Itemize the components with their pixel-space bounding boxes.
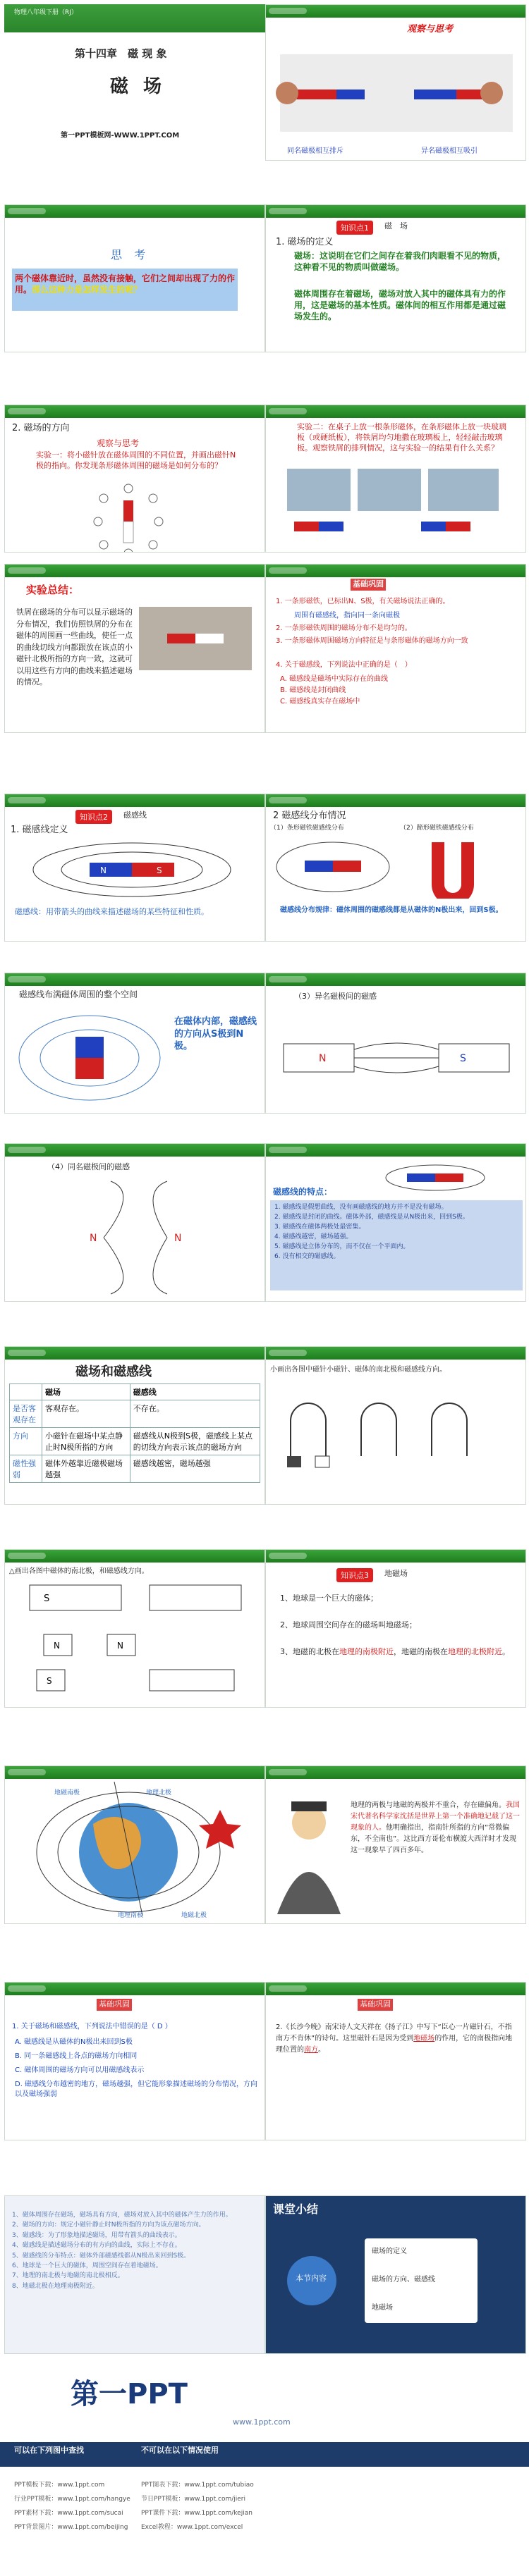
- slide-header: [5, 1983, 264, 1995]
- knowledge-badge: 知识点1: [336, 221, 373, 235]
- l3e: 。: [502, 1647, 510, 1656]
- slide-field-lines-def: [4, 794, 265, 942]
- bar-magnet-field-diagram: [26, 838, 238, 901]
- slide-header: [5, 1766, 264, 1779]
- opposite-poles-diagram: [276, 1016, 516, 1100]
- q1: 1. 一条形磁铁，已标出N、S极，有关磁场说法正确的。: [276, 598, 450, 605]
- q3: 3. 一条形磁体周围磁场方向特征是与条形磁体的磁场方向一致: [276, 637, 468, 645]
- slide-header: [5, 205, 264, 218]
- svg-text:N: N: [90, 1233, 97, 1244]
- slide-header: [266, 1347, 525, 1360]
- node-3: 地磁场: [372, 2304, 393, 2312]
- slide-header: [266, 794, 525, 807]
- caption-repel: 同名磁极相互排斥: [287, 147, 343, 155]
- feature-item: 3. 磁感线在磁体两极处最密集。: [274, 1223, 365, 1231]
- think-text: [15, 273, 238, 295]
- summary-title: 实验总结：: [26, 584, 80, 596]
- features-heading: 磁感线的特点：: [273, 1187, 333, 1197]
- ad-f3[interactable]: PPT模板下载：www.1ppt.com: [14, 2482, 105, 2489]
- table-cell: [10, 1384, 42, 1400]
- q3: 。: [318, 2046, 325, 2054]
- ad-f2: 不可以在以下情况使用: [141, 2446, 219, 2455]
- table-cell: 小磁针在磁场中某点静止时N极所指的方向: [42, 1428, 130, 1455]
- summary-center: 本节内容: [296, 2274, 327, 2283]
- slide-header: [5, 1550, 264, 1563]
- recap-item: 7、地理的南北极与地磁的南北极相反。: [12, 2272, 124, 2280]
- table-cell: 方向: [10, 1428, 42, 1455]
- slide-exercise-3: [265, 1982, 526, 2140]
- knowledge-badge: 知识点3: [336, 1568, 373, 1582]
- table-cell: 磁体外越靠近磁极磁场越强: [42, 1455, 130, 1483]
- inside-rule: 在磁体内部，磁感线的方向从S极到N极。: [174, 1016, 257, 1052]
- table-row: [10, 1400, 260, 1428]
- slide-header: [5, 1144, 264, 1157]
- q: 2.《长沙今晚》南宋诗人文天祥在《扬子江》中写下“臣心一片磁针石，不指南方不肯休”的诗句。这里磁针石是因为受到: [276, 2023, 512, 2042]
- slide-header: [5, 405, 264, 418]
- slide-header: [5, 973, 264, 986]
- svg-text:N: N: [100, 865, 107, 875]
- node-1: 磁场的定义: [372, 2248, 407, 2255]
- geo-label-1: 地磁南极: [54, 1789, 80, 1797]
- exercise-badge: [351, 579, 387, 591]
- definition-text: 磁场：这说明在它们之间存在着我们肉眼看不见的物质，这种看不见的物质叫做磁场。: [294, 251, 506, 273]
- ad-f1: 可以在下列图中查找: [14, 2446, 84, 2455]
- distribution-rule: 磁感线分布规律：磁体周围的磁感线都是从磁体的N极出来，回到S极。: [280, 906, 503, 914]
- magnet-hands-illustration: [266, 40, 526, 139]
- slide-exercise-2: [4, 1982, 265, 2140]
- slide-compare-table: [4, 1346, 265, 1505]
- scholar-portrait: [270, 1794, 348, 1914]
- table-cell: 是否客观存在: [10, 1400, 42, 1428]
- slide-header: [266, 205, 525, 218]
- slide-header: [5, 794, 264, 807]
- think-title: 思 考: [111, 248, 150, 261]
- q4c: C. 磁感线真实存在磁场中: [280, 698, 360, 705]
- feature-item: 2. 磁感线是封闭的曲线。磁体外部，磁感线是从N极出来，回到S极。: [274, 1213, 469, 1221]
- p1: 地理的两极与地磁的两极并不重合，存在磁偏角。: [351, 1801, 506, 1809]
- field-line-definition: 磁感线：用带箭头的曲线来描述磁场的某些特征和性质。: [15, 907, 209, 916]
- slide-header: [266, 405, 525, 418]
- experiment-one: 实验一：将小磁针放在磁体周围的不同位置，并画出磁针N极的指向。你发现条形磁体周围的磁场是如何分布的？: [36, 450, 236, 470]
- summary-heading: 课堂小结: [273, 2202, 319, 2216]
- declination-text: [351, 1800, 520, 1856]
- slide-field-distribution: [265, 794, 526, 942]
- svg-text:N: N: [117, 1641, 123, 1651]
- badge-char: 基础巩固: [97, 1999, 132, 2011]
- ad-logo[interactable]: 第一PPT: [71, 2378, 188, 2410]
- distribution-diagrams: [269, 835, 523, 899]
- like-poles-diagram: [68, 1178, 209, 1298]
- recap-item: 3、磁感线：为了形象地描述磁场，用带有箭头的曲线表示。: [12, 2231, 181, 2239]
- slide-header: [266, 5, 525, 18]
- feature-item: 6. 没有相交的磁感线。: [274, 1252, 340, 1260]
- slide-like-poles: [4, 1143, 265, 1302]
- l3d: 地理的北极附近: [448, 1647, 502, 1656]
- qd: D. 磁感线分布越密的地方，磁场越强，但它能形象描述磁场的分布情况，方向以及磁场强弱: [15, 2081, 258, 2098]
- slide-header: [5, 1347, 264, 1360]
- section-heading: （4）同名磁极间的磁感: [47, 1162, 130, 1171]
- slide-header: [266, 1766, 525, 1779]
- earth-globe-diagram: [8, 1782, 262, 1916]
- recap-item: 6、地球是一个巨大的磁体，周围空间存在着地磁场。: [12, 2262, 162, 2269]
- exercise-badge: [97, 1998, 133, 2011]
- q2: 的作用，它的南极指向地理位置的: [276, 2035, 513, 2054]
- summary-text: 铁屑在磁场的分布可以显示磁场的分布情况，我们仿照铁屑的分布在磁体的周围画一些曲线，使任一点的曲线切线方向都跟放在该点的小磁针北极所指的方向一致，这就可以用这些有方向的曲线来描述磁场的情况。: [16, 608, 133, 686]
- page-title: 磁 场: [110, 76, 166, 97]
- q4b: B. 磁感线是封闭曲线: [280, 686, 346, 694]
- slide-earth-diagram: [4, 1765, 265, 1924]
- filings-photos: [280, 469, 513, 546]
- slide-features: [265, 1143, 526, 1302]
- think-text-a: 两个磁体靠近时，虽然没有接触，它们之间却出现了力的作用。: [15, 273, 236, 295]
- recap-item: 2、磁场的方向：规定小磁针静止时N极所指的方向为该点磁场方向。: [12, 2221, 205, 2229]
- ad-f9[interactable]: PPT课件下载：www.1ppt.com/kejian: [141, 2510, 253, 2517]
- slide-think: [4, 204, 265, 352]
- p3: 他明确指出，指南针所指的方向“常微偏东，不全南也”。这比西方哥伦布横渡大西洋时才发现这一现象早了四百多年。: [351, 1824, 517, 1854]
- recap-item: 1、磁体周围存在磁场，磁场具有方向，磁场对放入其中的磁体产生力的作用。: [12, 2212, 232, 2219]
- think-text-b: 那么这种力是怎样发生的呢？: [32, 285, 142, 295]
- recap-list: [12, 2210, 259, 2291]
- recap-item: 8、地磁北极在地理南极附近。: [12, 2282, 99, 2290]
- 3d-field-illustration: [12, 1002, 167, 1114]
- slide-draw-2: [4, 1549, 265, 1708]
- l3b: 地理的南极附近: [339, 1647, 394, 1656]
- q4a: A. 磁感线是磁场中实际存在的曲线: [280, 675, 389, 683]
- slide-iron-filings: [265, 405, 526, 553]
- task-text: 小画出各图中磁针小磁针、磁体的南北极和磁感线方向。: [270, 1366, 446, 1374]
- table-cell: 磁感线: [130, 1384, 260, 1400]
- caption-horseshoe: （2）蹄形磁铁磁感线分布: [400, 825, 474, 832]
- compass-ring-diagram: [90, 483, 167, 553]
- feature-item: 5. 磁感线是立体分布的，而不仅在一个平面内。: [274, 1243, 410, 1250]
- footer-ad: [0, 2375, 529, 2576]
- q2: 2. 一条形磁铁周围的磁场分布不是均匀的。: [276, 624, 412, 632]
- section-heading: 1. 磁场的定义: [276, 237, 334, 247]
- section-heading: （3）异名磁极间的磁感: [294, 992, 377, 1001]
- observe-subtitle: 观察与思考: [97, 438, 140, 448]
- l3a: 3、地磁的北极在: [280, 1647, 339, 1656]
- ad-f6[interactable]: PPT背景图片：www.1ppt.com/beijing: [14, 2524, 128, 2531]
- observe-title: 观察与思考: [407, 24, 454, 35]
- table-title: 磁场和磁感线: [75, 1364, 152, 1379]
- q: 1. 关于磁场和磁感线，下列说法中错误的是（ D ）: [12, 2023, 172, 2030]
- badge-tail: 地磁场: [384, 1569, 408, 1578]
- svg-text:N: N: [174, 1233, 182, 1244]
- earth-point-2: 2、地球周围空间存在的磁场叫地磁场；: [280, 1620, 417, 1629]
- ad-f7[interactable]: PPT图表下载：www.1ppt.com/tubiao: [141, 2482, 254, 2489]
- filings-photo: [139, 607, 259, 677]
- slide-field-definition: [265, 204, 526, 352]
- svg-text:S: S: [157, 865, 162, 875]
- table-cell: 磁场: [42, 1384, 130, 1400]
- property-text: 磁体周围存在着磁场，磁场对放入其中的磁体具有力的作用，这是磁场的基本性质。磁体间的相互作用都是通过磁场发生的。: [294, 289, 506, 322]
- node-2: 磁场的方向、磁感线: [372, 2276, 435, 2284]
- site-text: 第一PPT模板网-WWW.1PPT.COM: [61, 132, 180, 140]
- exercise-badge: [358, 1998, 394, 2011]
- table-cell: 磁感线越密，磁场越强: [130, 1455, 260, 1483]
- geo-label-3: 地理南极: [118, 1912, 144, 1919]
- experiment-two: 实验二：在桌子上放一根条形磁体，在条形磁体上放一块玻璃板（或硬纸板），将铁屑均匀地撒在玻璃板上，轻轻敲击玻璃板。观察铁屑的排列情况，这与实验一的结果有什么关系？: [297, 422, 506, 452]
- section-heading: 磁感线布满磁体周围的整个空间: [19, 990, 138, 999]
- slide-header: [5, 565, 264, 577]
- table-cell: 不存在。: [130, 1400, 260, 1428]
- feature-item: 1. 磁感线是假想曲线，没有画磁感线的地方并不是没有磁场。: [274, 1204, 448, 1211]
- slide-field-direction: [4, 405, 265, 553]
- recap-item: 5、磁感线的分布特点：磁体外部磁感线都从N极出来回到S极。: [12, 2252, 190, 2260]
- slide-earth-field: [265, 1549, 526, 1708]
- course-tag: 物理八年级下册（RJ）: [14, 9, 78, 16]
- slide-header: [266, 973, 525, 986]
- task-text: △画出各图中磁体的南北极，和磁感线方向。: [9, 1567, 149, 1575]
- l3c: ，地磁的南极在: [394, 1647, 448, 1656]
- chapter-title: 第十四章 磁 现 象: [75, 47, 167, 60]
- ad-f4[interactable]: 行业PPT模板：www.1ppt.com/hangye: [14, 2496, 130, 2503]
- table-row: [10, 1428, 260, 1455]
- slide-class-summary: [265, 2195, 526, 2354]
- svg-text:N: N: [54, 1641, 60, 1651]
- ad-f5[interactable]: PPT素材下载：www.1ppt.com/sucai: [14, 2510, 123, 2517]
- svg-text:N: N: [319, 1053, 327, 1064]
- table-cell: 磁感线从N极到S极，磁感线上某点的切线方向表示该点的磁场方向: [130, 1428, 260, 1455]
- p2: 我国宋代著名科学家沈括是世界上第一个准确地记载了这一现象的人。: [351, 1801, 520, 1832]
- badge-char: 基础巩固: [351, 579, 386, 591]
- qa: A. 磁感线是从磁体的N极出来回到S极: [15, 2038, 133, 2046]
- slide-header: [266, 1550, 525, 1563]
- pole-exercise-diagrams: [8, 1578, 262, 1705]
- slide-shen-kuo: [265, 1765, 526, 1924]
- section-heading: 2 磁感线分布情况: [273, 811, 346, 821]
- table-row: [10, 1455, 260, 1483]
- slide-opposite-poles: [265, 973, 526, 1114]
- qc: C. 磁体周围的磁场方向可以用磁感线表示: [15, 2066, 145, 2074]
- slide-header: [266, 565, 525, 577]
- poem-question: [276, 2022, 516, 2056]
- bar-magnet-small: [372, 1159, 513, 1195]
- slide-draw-1: [265, 1346, 526, 1505]
- slide-observe: [265, 4, 526, 161]
- caption-bar: （1）条形磁铁磁感线分布: [270, 825, 344, 832]
- caption-attract: 异名磁极相互吸引: [421, 147, 478, 155]
- qb: B. 同一条磁感线上各点的磁场方向相同: [15, 2052, 138, 2060]
- badge-char: 基础巩固: [358, 1999, 393, 2011]
- geo-label-4: 地磁北极: [181, 1912, 207, 1919]
- svg-text:S: S: [460, 1053, 466, 1064]
- slide-summary: [4, 564, 265, 733]
- slide-exercise-1: [265, 564, 526, 733]
- recap-item: 4、磁感线是描述磁场分布的有方向的曲线，实际上不存在。: [12, 2242, 181, 2250]
- earth-point-1: 1、地球是一个巨大的磁体；: [280, 1594, 378, 1603]
- horseshoe-exercise-diagrams: [269, 1386, 523, 1491]
- ad-f10[interactable]: Excel教程：www.1ppt.com/excel: [141, 2524, 243, 2531]
- geo-label-2: 地理北极: [146, 1789, 172, 1797]
- q1a: 周围有磁感线，指向同一条向磁极: [294, 612, 400, 620]
- badge-tail: 磁 场: [384, 221, 408, 230]
- slide-header: [266, 1983, 525, 1995]
- ad-f8[interactable]: 节日PPT模板：www.1ppt.com/jieri: [141, 2496, 246, 2503]
- badge-tail: 磁感线: [123, 811, 147, 820]
- blank-1: 地磁场: [413, 2035, 435, 2042]
- earth-point-3: [280, 1647, 520, 1658]
- table-row: [10, 1384, 260, 1400]
- blank-2: 南方: [304, 2046, 318, 2054]
- slide-recap-list: [4, 2195, 265, 2354]
- table-cell: 磁性强弱: [10, 1455, 42, 1483]
- section-heading: 2. 磁场的方向: [12, 423, 70, 433]
- features-list: [274, 1203, 521, 1262]
- table-cell: 客观存在。: [42, 1400, 130, 1428]
- knowledge-badge: 知识点2: [75, 810, 112, 824]
- svg-text:S: S: [44, 1594, 50, 1604]
- section-heading: 1. 磁感线定义: [11, 825, 68, 835]
- q4: 4. 关于磁感线，下列说法中正确的是（ ）: [276, 661, 412, 669]
- feature-item: 4. 磁感线越密，磁场越强。: [274, 1233, 353, 1240]
- compare-table: [9, 1383, 260, 1483]
- slide-header: [266, 1144, 525, 1157]
- svg-text:S: S: [47, 1676, 52, 1686]
- slide-field-space: [4, 973, 265, 1114]
- slide-title: [4, 4, 265, 161]
- ad-sub[interactable]: www.1ppt.com: [233, 2417, 291, 2427]
